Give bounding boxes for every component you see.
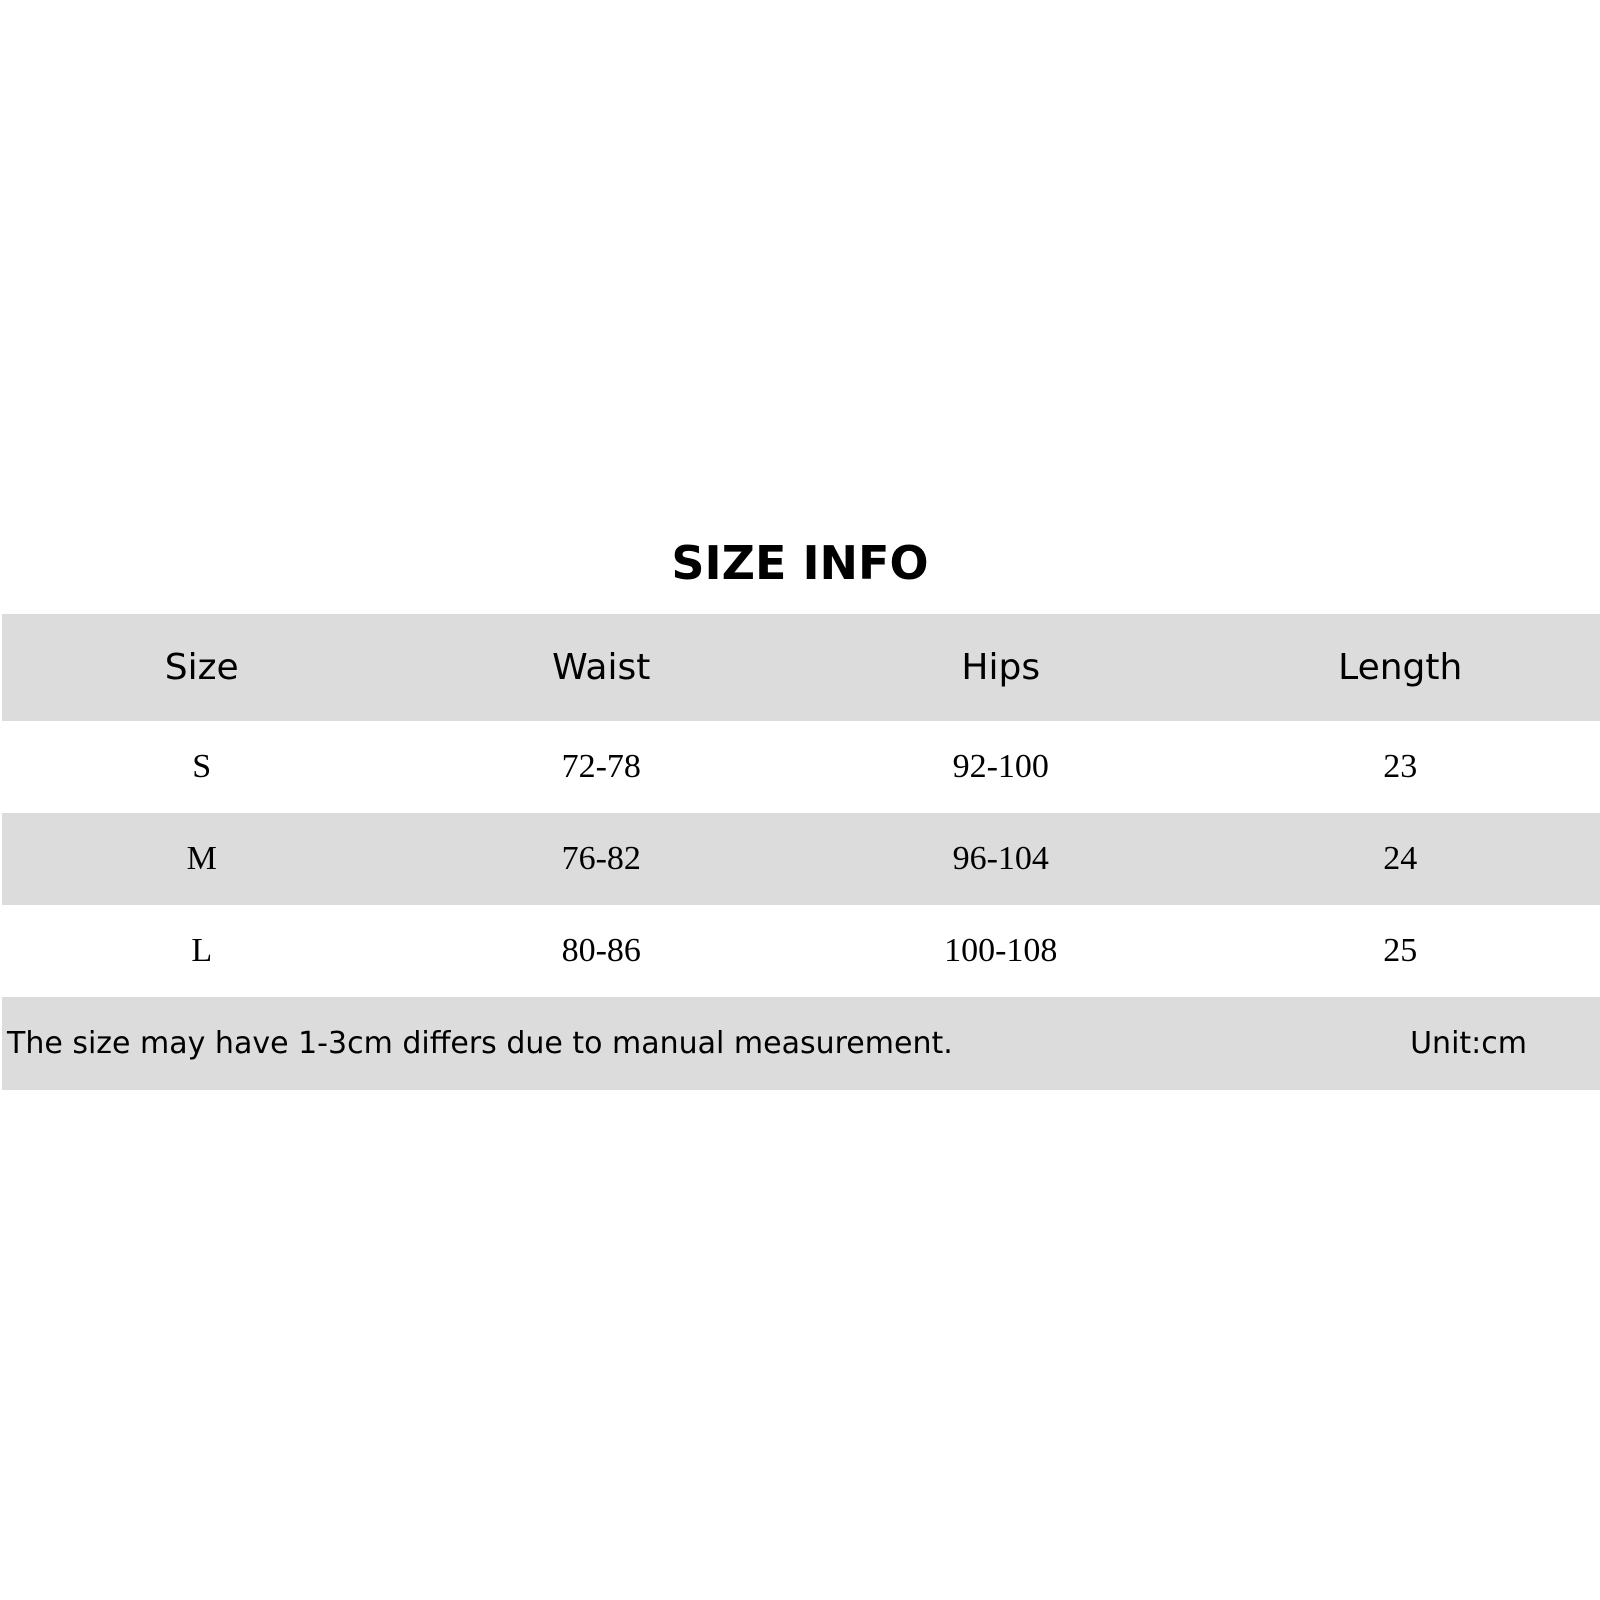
cell-size: M <box>186 840 217 877</box>
cell-length: 25 <box>1383 932 1418 969</box>
table-header-row <box>2 614 1600 721</box>
measurement-note: The size may have 1-3cm differs due to manual measurement. <box>7 1026 953 1061</box>
cell-hips: 92-100 <box>952 748 1049 785</box>
table-row <box>2 813 1600 905</box>
cell-waist: 72-78 <box>561 748 641 785</box>
header-waist: Waist <box>552 647 651 688</box>
header-length: Length <box>1338 647 1463 688</box>
header-hips: Hips <box>961 647 1041 688</box>
table-footer-row <box>2 997 1600 1090</box>
cell-hips: 96-104 <box>952 840 1049 877</box>
cell-waist: 76-82 <box>561 840 641 877</box>
header-size: Size <box>164 647 239 688</box>
table-row <box>2 905 1600 997</box>
cell-length: 24 <box>1383 840 1418 877</box>
table-row <box>2 721 1600 813</box>
page-title: SIZE INFO <box>671 536 929 590</box>
cell-waist: 80-86 <box>561 932 641 969</box>
cell-size: L <box>191 932 213 969</box>
cell-length: 23 <box>1383 748 1418 785</box>
cell-size: S <box>192 748 212 785</box>
cell-hips: 100-108 <box>944 932 1058 969</box>
unit-label: Unit:cm <box>1410 1026 1527 1061</box>
size-table <box>2 614 1600 1090</box>
